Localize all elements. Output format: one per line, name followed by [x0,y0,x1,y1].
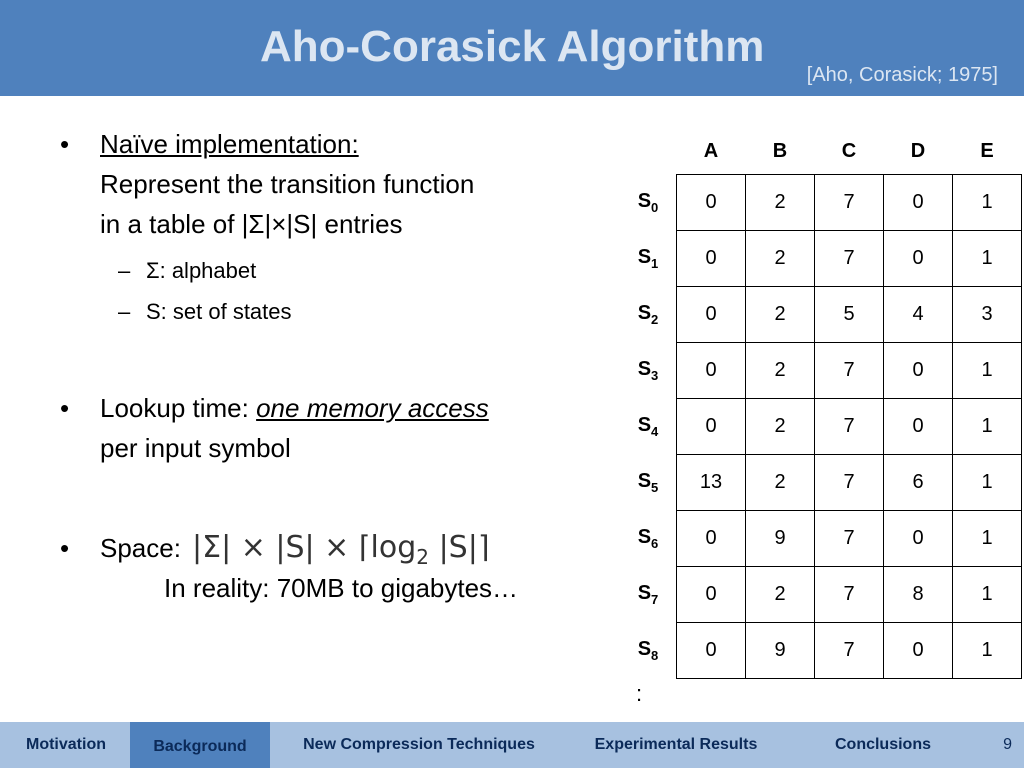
bullet-naive [60,124,475,244]
table-cell: 0 [677,231,746,287]
table-header-row [620,128,1022,175]
table-cell: 9 [746,511,815,567]
state-index: 6 [651,536,659,551]
state-label [620,231,677,287]
table-cell: 0 [884,511,953,567]
table-cell: 1 [953,623,1022,679]
sub-bullet-alphabet [118,256,257,286]
sub-dash: – [118,258,131,283]
naive-line2: in a table of |Σ|×|S| entries [100,209,403,239]
state-letter: S [637,582,652,604]
table-cell: 2 [746,343,815,399]
nav-motivation[interactable]: Motivation [26,736,106,753]
state-letter: S [637,470,652,492]
state-label [620,623,677,679]
table-cell: 7 [815,399,884,455]
table-cell: 7 [815,175,884,231]
column-header: B [772,139,788,162]
table-cell: 1 [953,511,1022,567]
table-cell: 0 [677,623,746,679]
table-cell: 0 [884,175,953,231]
table-cell: 4 [884,287,953,343]
naive-label: Naïve implementation: [100,129,359,159]
sub-dash: – [118,299,131,324]
table-cell: 7 [815,231,884,287]
nav-new-compression-techniques[interactable]: New Compression Techniques [303,736,535,753]
table-corner [620,128,677,175]
table-cell: 0 [884,623,953,679]
table-cell: 9 [746,623,815,679]
page-number: 9 [1003,736,1012,753]
state-index: 0 [651,200,659,215]
table-row [620,231,1022,287]
table-row [620,455,1022,511]
state-index: 4 [651,424,659,439]
table-cell: 0 [677,175,746,231]
bullet-dot: • [60,393,70,423]
table-cell: 0 [677,567,746,623]
nav-experimental-results[interactable]: Experimental Results [594,736,758,753]
table-cell: 1 [953,455,1022,511]
table-cell: 7 [815,455,884,511]
state-label [620,287,677,343]
state-label [620,175,677,231]
table-row [620,343,1022,399]
table-cell: 7 [815,511,884,567]
table-cell: 0 [884,399,953,455]
table-cell: 0 [677,287,746,343]
bullet-space [60,528,181,568]
column-header: C [841,139,857,162]
transition-table [620,128,1022,679]
table-row [620,623,1022,679]
table-continuation: : [636,681,643,706]
state-letter: S [637,190,652,212]
table-row [620,399,1022,455]
slide-title: Aho-Corasick Algorithm [260,22,765,71]
table-row [620,567,1022,623]
table-cell: 0 [884,231,953,287]
state-letter: S [637,358,652,380]
lookup-prefix: Lookup time: [100,393,257,423]
bullet-lookup [60,388,489,468]
sub-states-text: S: set of states [146,299,292,324]
formula-main: |Σ| × |S| × ⌈log [192,530,417,565]
table-cell: 2 [746,287,815,343]
sub-bullet-states [118,297,292,327]
state-index: 7 [651,592,659,607]
lookup-line2: per input symbol [100,433,291,463]
state-label [620,567,677,623]
table-cell: 2 [746,175,815,231]
space-label: Space: [100,533,181,563]
table-row [620,511,1022,567]
state-label [620,455,677,511]
footer-nav [0,722,1024,768]
state-label [620,511,677,567]
table-cell: 7 [815,567,884,623]
table-cell: 6 [884,455,953,511]
table-cell: 8 [884,567,953,623]
state-letter: S [637,302,652,324]
table-cell: 0 [884,343,953,399]
table-cell: 7 [815,343,884,399]
table-cell: 3 [953,287,1022,343]
nav-background[interactable]: Background [130,722,270,768]
state-index: 3 [651,368,659,383]
state-index: 8 [651,648,659,663]
state-label [620,399,677,455]
state-letter: S [637,526,652,548]
table-cell: 0 [677,399,746,455]
table-cell: 2 [746,399,815,455]
lookup-emphasis: one memory access [256,393,489,423]
state-index: 1 [651,256,659,271]
state-letter: S [637,414,652,436]
citation: [Aho, Corasick; 1975] [806,64,998,86]
table-cell: 1 [953,175,1022,231]
column-header: A [703,139,719,162]
formula-subscript: 2 [416,545,430,569]
column-header: E [980,139,994,162]
bullet-dot: • [60,533,70,563]
table-cell: 0 [677,343,746,399]
table-cell: 1 [953,343,1022,399]
naive-line1: Represent the transition function [100,169,475,199]
table-cell: 2 [746,231,815,287]
sub-alphabet-text: Σ: alphabet [146,258,257,283]
table-cell: 1 [953,399,1022,455]
slide-header [0,0,1024,96]
column-header: D [910,139,926,162]
state-letter: S [637,246,652,268]
table-cell: 0 [677,511,746,567]
state-index: 5 [651,480,659,495]
table-cell: 7 [815,623,884,679]
formula-end: |S|⌉ [429,530,490,565]
table-cell: 2 [746,455,815,511]
nav-conclusions[interactable]: Conclusions [834,736,931,753]
reality-note: In reality: 70MB to gigabytes… [164,573,519,603]
table-cell: 13 [677,455,746,511]
table-cell: 2 [746,567,815,623]
table-cell: 1 [953,231,1022,287]
bullet-dot: • [60,129,70,159]
state-letter: S [637,638,652,660]
table-row [620,287,1022,343]
table-cell: 5 [815,287,884,343]
state-label [620,343,677,399]
table-cell: 1 [953,567,1022,623]
state-index: 2 [651,312,659,327]
table-row [620,175,1022,231]
